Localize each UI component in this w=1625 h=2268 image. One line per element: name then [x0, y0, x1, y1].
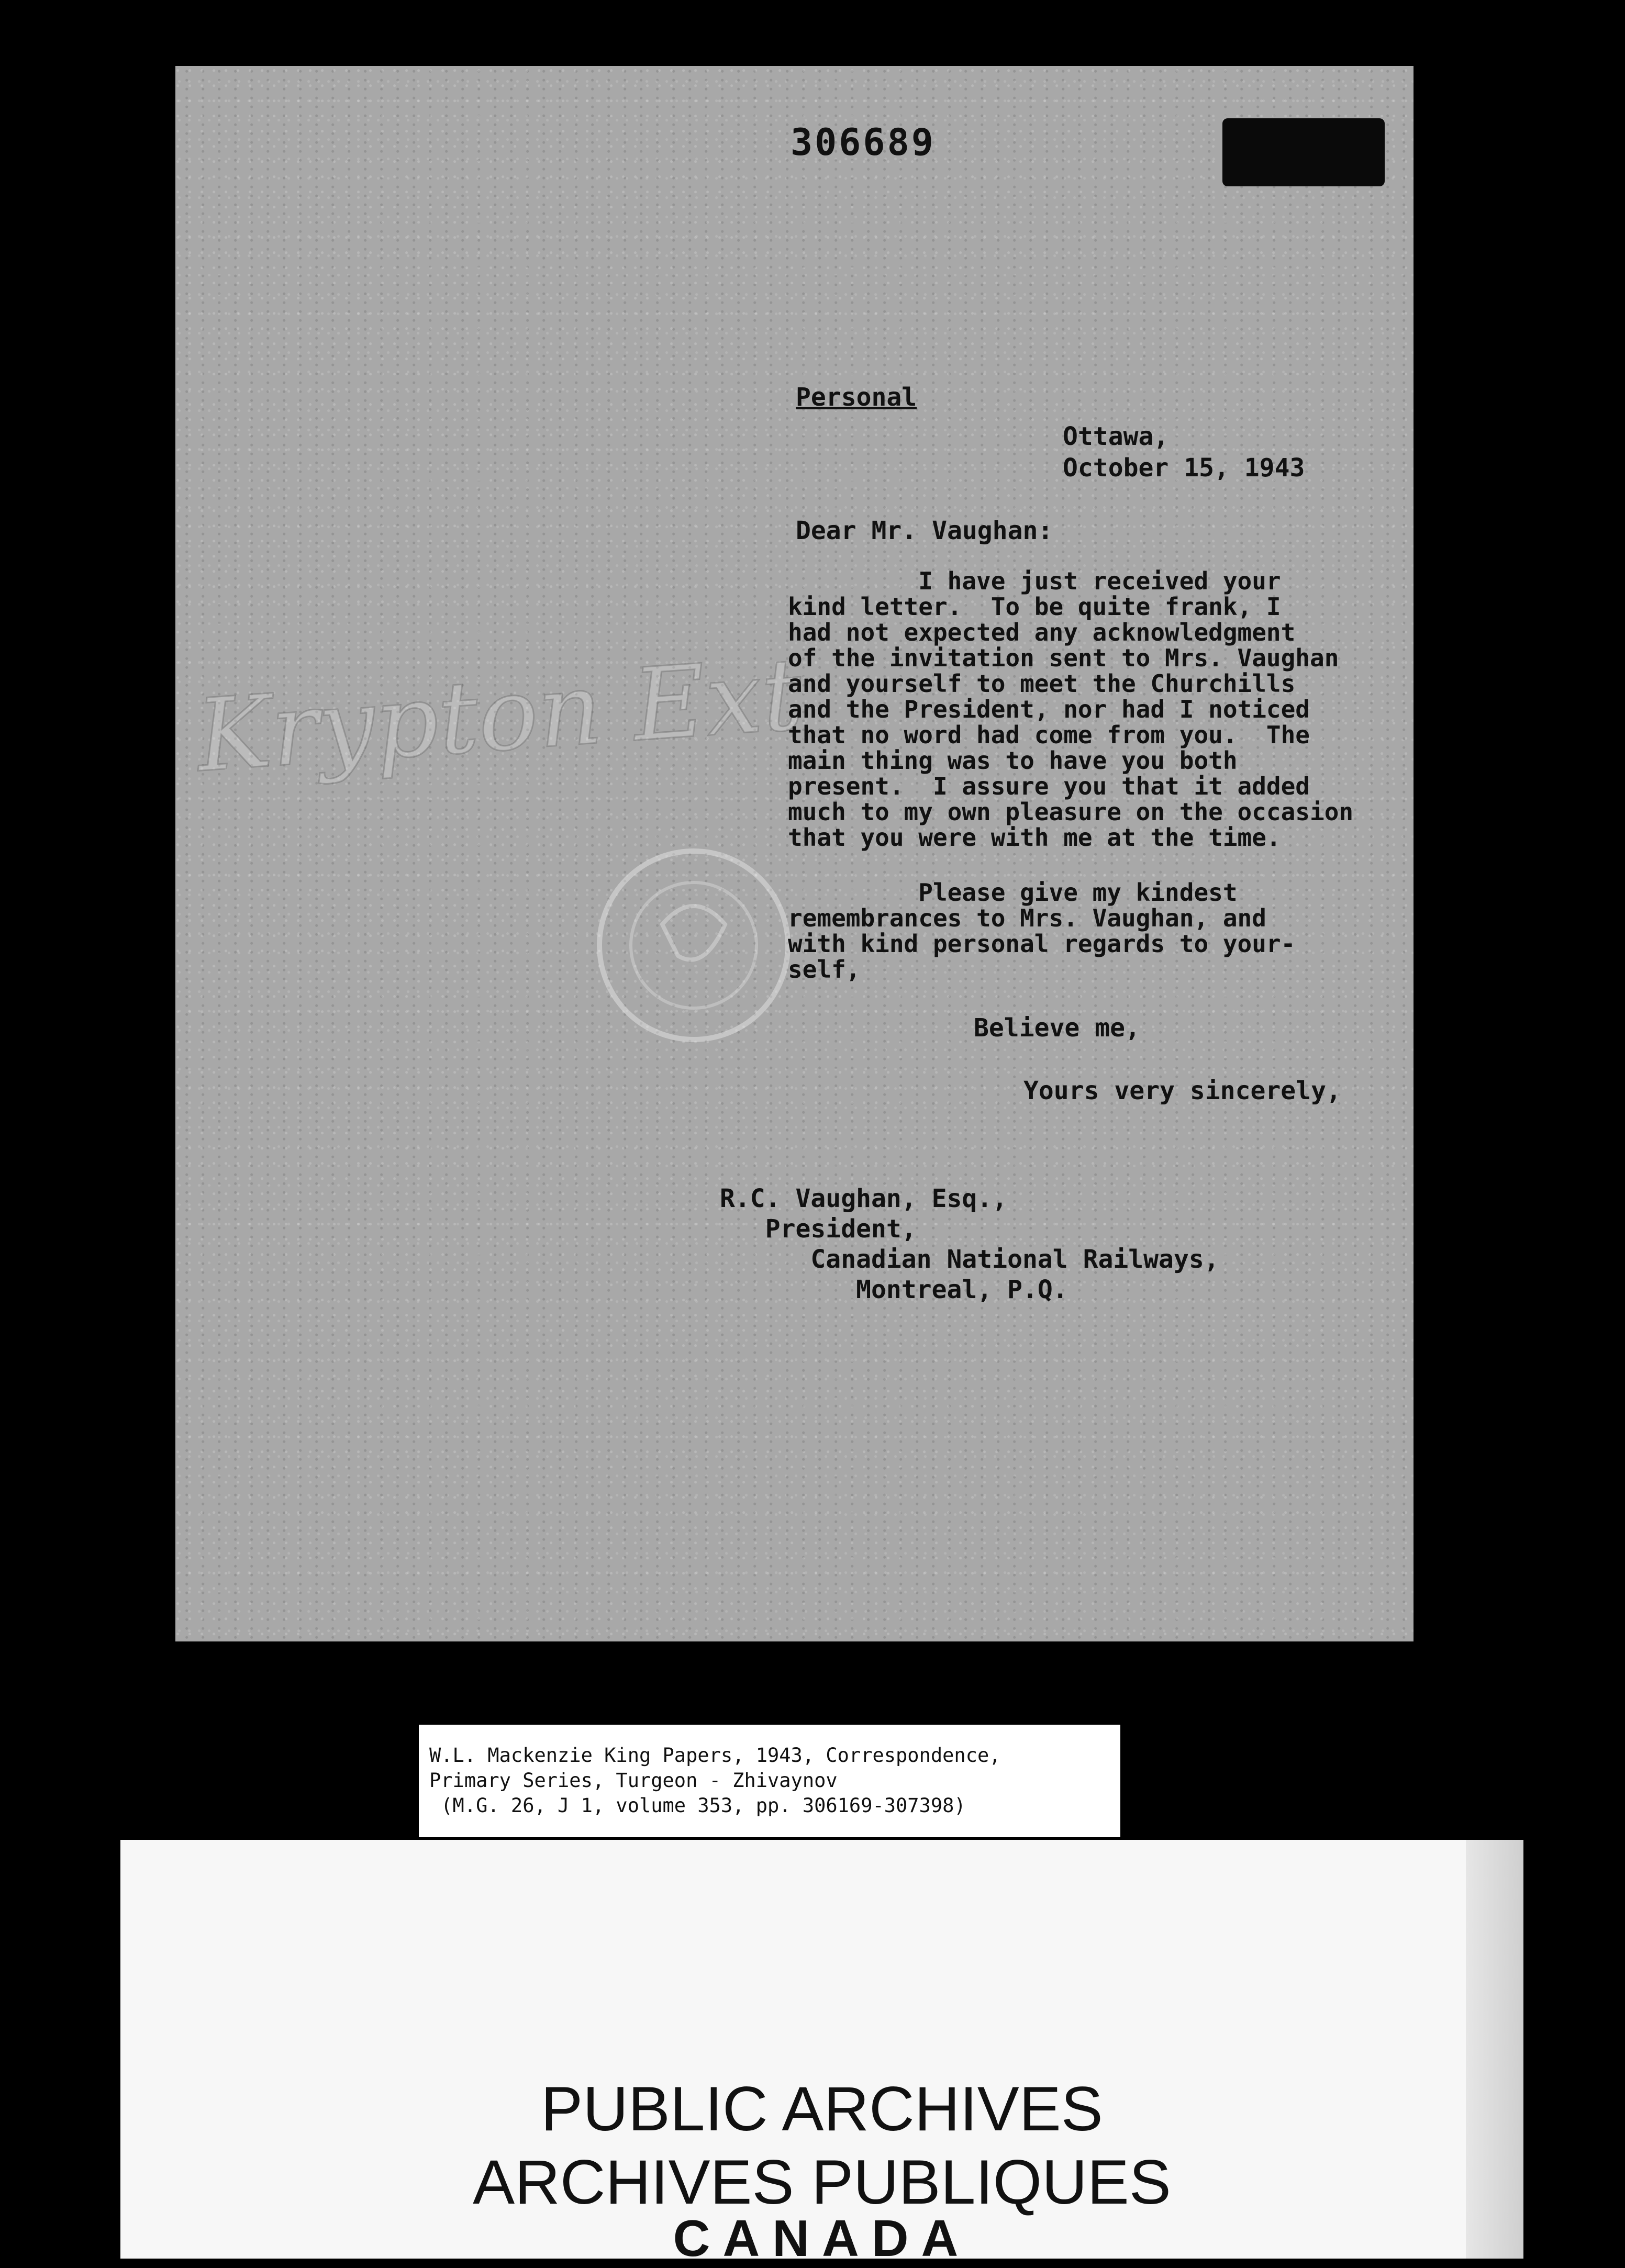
paragraph-1: I have just received your kind letter. To be quite frank, I had not expected any acknowledgment of the invitation sent to Mrs. Vaughan and yourself to meet the Churchills and the President, nor had I noticed that no word had come from you. The main thing was to have you both present. I assure you that it added much to my own pleasure on the occasion that you were with me at the time.	[788, 567, 1354, 852]
letter-page	[175, 66, 1413, 1641]
archive-card	[120, 1840, 1523, 2267]
valediction: Yours very sincerely,	[1023, 1076, 1341, 1105]
recipient-address: R.C. Vaughan, Esq., President, Canadian National Railways, Montreal, P.Q.	[720, 1184, 1219, 1304]
archive-line-country: CANADA	[673, 2209, 971, 2267]
received-stamp: Krypton Ext	[193, 636, 806, 795]
folio-number: 306689	[791, 121, 936, 164]
letter-date: October 15, 1943	[1063, 453, 1305, 483]
archive-line-english: PUBLIC ARCHIVES	[541, 2074, 1103, 2144]
seal-stamp	[584, 835, 804, 1055]
salutation: Dear Mr. Vaughan:	[796, 516, 1053, 545]
letter-place: Ottawa,	[1063, 422, 1169, 451]
closing: Believe me,	[974, 1013, 1140, 1043]
paragraph-2: Please give my kindest remembrances to Mrs. Vaughan, and with kind personal regards to your- self,	[788, 878, 1296, 984]
letter-heading: Personal	[796, 383, 917, 412]
archive-line-french: ARCHIVES PUBLIQUES	[473, 2147, 1171, 2217]
redaction-block	[1222, 118, 1385, 186]
citation-label: W.L. Mackenzie King Papers, 1943, Correspondence, Primary Series, Turgeon - Zhivaynov (M.G. 26, J 1, volume 353, pp. 306169-307398)	[419, 1725, 1120, 1837]
